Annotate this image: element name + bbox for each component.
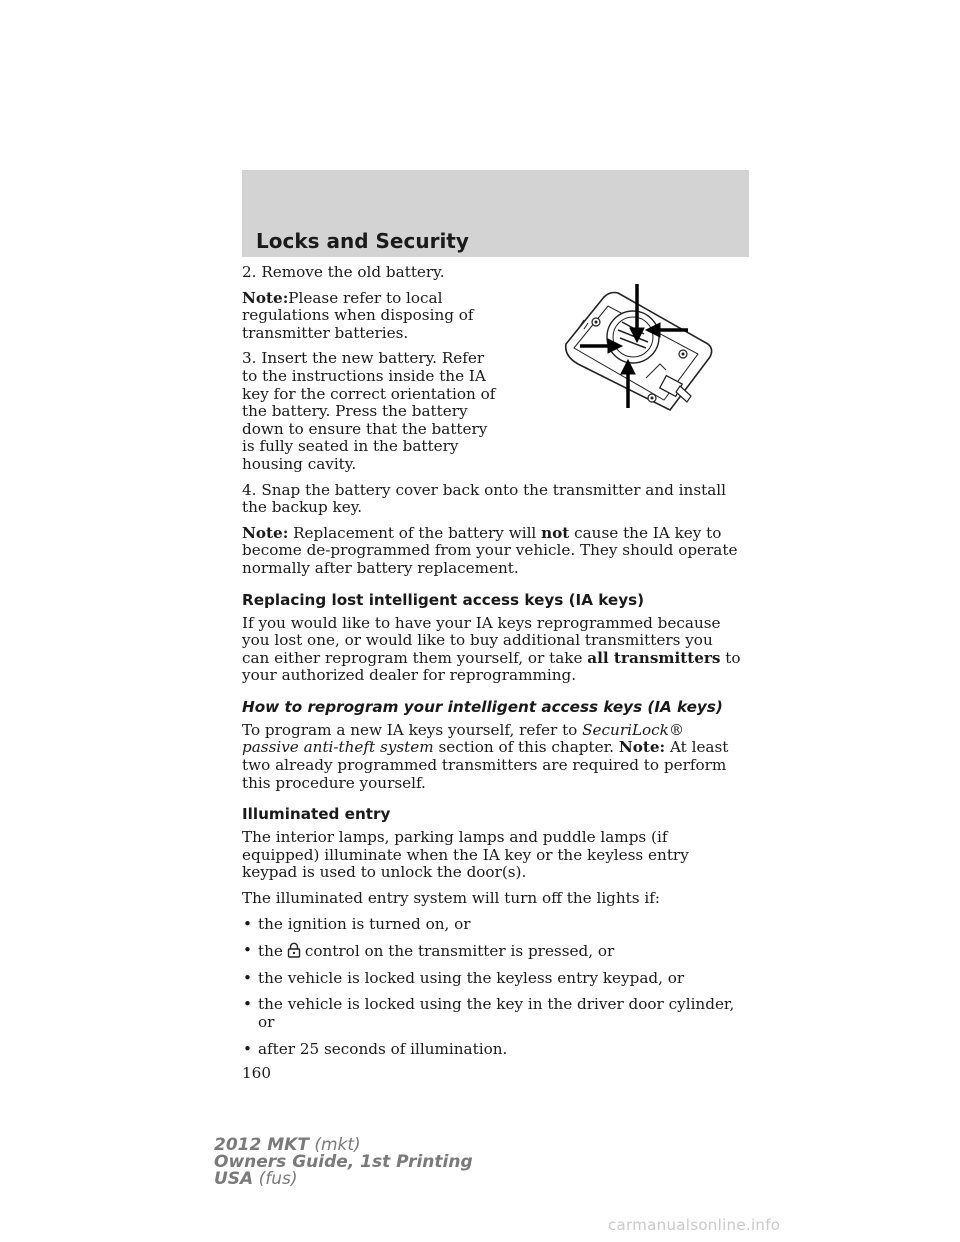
footer-line-3 xyxy=(214,1171,473,1188)
note-disposal xyxy=(242,290,504,343)
list-item-text: the ignition is turned on, or xyxy=(258,914,471,933)
list-item xyxy=(242,942,742,961)
page-number: 160 xyxy=(242,1064,271,1083)
text-pre: If you would like to have your IA keys reprogrammed because you lost one, or would like to buy additional transmitters you can either reprogram them yourself, or take xyxy=(242,613,721,667)
text-post: to your authorized dealer for reprogramming. xyxy=(242,648,741,685)
note-text: At least two already programmed transmitters are required to perform this procedure yourself. xyxy=(242,738,729,792)
list-item xyxy=(242,996,742,1031)
footer-region-code: (fus) xyxy=(258,1169,298,1189)
list-item-text-post: control on the transmitter is pressed, or xyxy=(304,942,615,961)
heading-replacing-lost-keys: Replacing lost intelligent access keys (IA keys) xyxy=(242,590,645,609)
lock-icon xyxy=(286,942,302,958)
list-item xyxy=(242,1041,742,1059)
list-item-text: the vehicle is locked using the key in the driver door cylinder, or xyxy=(258,995,735,1031)
step-2: 2. Remove the old battery. xyxy=(242,263,445,281)
site-watermark: carmanualsonline.info xyxy=(608,1216,781,1234)
text-mid: section of this chapter. xyxy=(438,738,614,757)
list-item xyxy=(242,970,742,988)
note-text-post: cause the IA key to become de-programmed from your vehicle. They should operate normally after battery replacement. xyxy=(242,523,738,577)
footer-line-2: Owners Guide, 1st Printing xyxy=(214,1152,473,1172)
bullet: • xyxy=(243,968,252,987)
list-item-text-pre: the xyxy=(258,942,283,961)
note-label: Note: xyxy=(618,738,666,757)
footer-model-code: (mkt) xyxy=(314,1135,361,1155)
footer-model: 2012 MKT xyxy=(214,1135,309,1155)
bullet: • xyxy=(243,1039,252,1058)
note-text-pre: Replacement of the battery will xyxy=(293,523,537,542)
heading-illuminated-entry: Illuminated entry xyxy=(242,805,391,824)
document-footer xyxy=(214,1137,473,1188)
note-replacement xyxy=(242,525,742,578)
note-text-bold: not xyxy=(541,523,570,542)
heading-how-to-reprogram: How to reprogram your intelligent access keys (IA keys) xyxy=(242,697,723,716)
battery-steps-block xyxy=(242,264,504,474)
page-body xyxy=(242,264,742,1091)
section-title: Locks and Security xyxy=(256,229,469,253)
note-label: Note: xyxy=(242,523,289,542)
securilock-reference: SecuriLock® passive anti-theft system xyxy=(242,720,685,757)
step-3: 3. Insert the new battery. Refer to the instructions inside the IA key for the correct orientation of the battery. Press the battery down to ensure that the battery is fully seated in the battery housing cavity. xyxy=(242,349,496,473)
bullet: • xyxy=(243,941,252,960)
list-item-text: after 25 seconds of illumination. xyxy=(258,1039,508,1058)
footer-region: USA xyxy=(214,1169,254,1189)
replacing-lost-keys-text xyxy=(242,615,742,685)
text-pre: To program a new IA keys yourself, refer to xyxy=(242,720,578,739)
lights-off-conditions-list xyxy=(242,916,742,1059)
step-4: 4. Snap the battery cover back onto the transmitter and install the backup key. xyxy=(242,480,726,517)
illuminated-entry-para2: The illuminated entry system will turn off the lights if: xyxy=(242,889,660,908)
reprogram-text xyxy=(242,722,742,792)
illuminated-entry-para1: The interior lamps, parking lamps and puddle lamps (if equipped) illuminate when the IA key or the keyless entry keypad is used to unlock the door(s). xyxy=(242,828,689,882)
bullet: • xyxy=(243,995,252,1014)
text-bold: all transmitters xyxy=(587,648,721,667)
section-header-band xyxy=(242,170,749,257)
list-item-text: the vehicle is locked using the keyless entry keypad, or xyxy=(258,968,685,987)
bullet: • xyxy=(243,914,252,933)
list-item xyxy=(242,916,742,934)
note-disposal-text: Please refer to local regulations when disposing of transmitter batteries. xyxy=(242,288,474,342)
note-label: Note: xyxy=(242,288,289,307)
